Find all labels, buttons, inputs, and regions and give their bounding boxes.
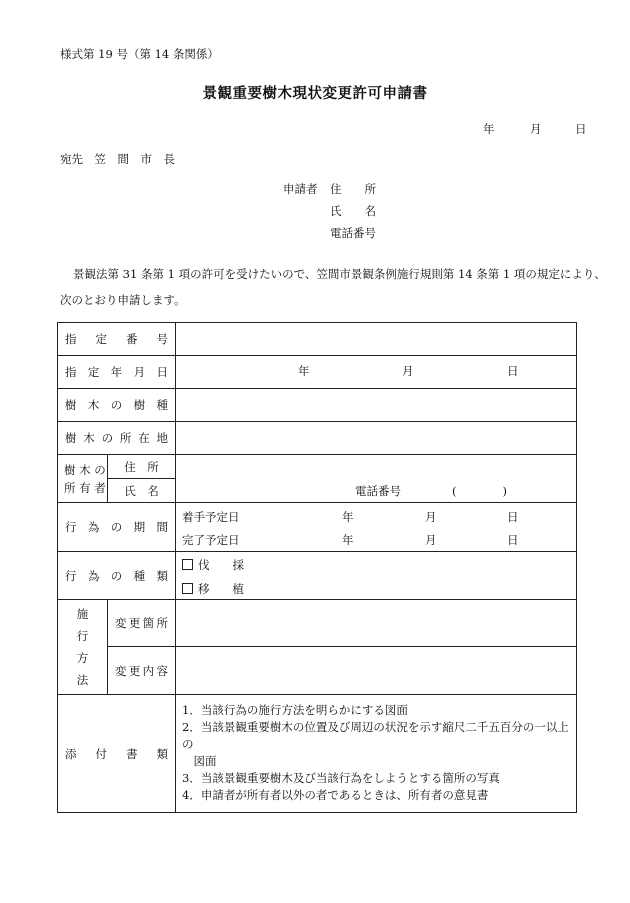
body-text-line-2: 次のとおり申請します。 <box>60 293 186 307</box>
tree-location-label: 樹木の所在地 <box>58 422 176 455</box>
designation-date-label: 指定年月日 <box>58 356 176 389</box>
owner-label-line-2: 所 有 者 <box>64 480 106 495</box>
start-date-month: 月 <box>425 510 437 524</box>
designation-number-field[interactable] <box>176 323 577 356</box>
owner-address-label: 住 所 <box>108 455 176 479</box>
row-change-location <box>58 600 577 647</box>
action-type-label: 行為の種類 <box>58 552 176 600</box>
applicant-name-label: 氏 名 <box>330 204 376 218</box>
applicant-address-label: 住 所 <box>330 182 376 196</box>
row-action-type <box>58 552 577 600</box>
addressee: 宛先 笠 間 市 長 <box>60 152 175 166</box>
action-period-field[interactable] <box>176 503 577 552</box>
method-char-2: 行 <box>76 629 89 643</box>
row-tree-location <box>58 422 577 455</box>
row-owner-address <box>58 455 577 479</box>
row-attachments <box>58 695 577 813</box>
owner-label-line-1: 樹 木 の <box>64 462 106 477</box>
owner-phone-parens: ( ) <box>452 483 507 498</box>
date-year-label: 年 <box>483 122 495 136</box>
row-designation-date <box>58 356 577 389</box>
attachment-item: 2．当該景観重要樹木の位置及び周辺の状況を示す縮尺二千五百分の一以上の <box>182 720 569 751</box>
owner-phone-label: 電話番号 <box>355 483 401 498</box>
owner-address-field[interactable] <box>176 455 577 479</box>
owner-label <box>58 455 108 503</box>
attachment-item: 図面 <box>182 754 217 768</box>
designation-number-label: 指定番号 <box>58 323 176 356</box>
applicant-phone-label: 電話番号 <box>330 226 376 240</box>
action-period-label: 行為の期間 <box>58 503 176 552</box>
end-date-day: 日 <box>507 533 519 547</box>
form-number: 様式第 19 号（第 14 条関係） <box>60 47 219 61</box>
application-table <box>57 322 577 813</box>
form-title: 景観重要樹木現状変更許可申請書 <box>202 85 428 102</box>
method-char-1: 施 <box>76 607 89 621</box>
tree-species-label: 樹木の樹種 <box>58 389 176 422</box>
designation-date-field[interactable] <box>176 356 577 389</box>
attachments-list <box>176 695 577 813</box>
end-date-label: 完了予定日 <box>182 533 240 547</box>
attachment-item: 4．申請者が所有者以外の者であるときは、所有者の意見書 <box>182 788 489 802</box>
designation-date-day: 日 <box>507 364 519 378</box>
felling-checkbox[interactable] <box>182 559 193 570</box>
attachment-item: 3．当該景観重要樹木及び当該行為をしようとする箇所の写真 <box>182 771 500 785</box>
designation-date-year: 年 <box>298 364 310 378</box>
start-date-year: 年 <box>342 510 354 524</box>
tree-location-field[interactable] <box>176 422 577 455</box>
date-day-label: 日 <box>575 122 587 136</box>
end-date-year: 年 <box>342 533 354 547</box>
transplant-checkbox[interactable] <box>182 583 193 594</box>
transplant-option[interactable] <box>182 581 244 597</box>
row-owner-name <box>58 479 577 503</box>
start-date-label: 着手予定日 <box>182 510 240 524</box>
row-change-content <box>58 647 577 695</box>
felling-label: 伐 採 <box>198 558 244 572</box>
method-char-3: 方 <box>76 651 89 665</box>
attachment-item: 1．当該行為の施行方法を明らかにする図面 <box>182 703 408 717</box>
method-label <box>58 600 108 695</box>
transplant-label: 移 植 <box>198 582 244 596</box>
date-month-label: 月 <box>530 122 542 136</box>
start-date-day: 日 <box>507 510 519 524</box>
method-char-4: 法 <box>76 673 89 687</box>
owner-name-label: 氏 名 <box>108 479 176 503</box>
row-designation-number <box>58 323 577 356</box>
owner-name-field[interactable] <box>176 479 577 503</box>
end-date-month: 月 <box>425 533 437 547</box>
change-content-field[interactable] <box>176 647 577 695</box>
felling-option[interactable] <box>182 557 244 573</box>
designation-date-month: 月 <box>402 364 414 378</box>
applicant-label: 申請者 <box>283 182 318 196</box>
row-tree-species <box>58 389 577 422</box>
change-location-field[interactable] <box>176 600 577 647</box>
row-action-period <box>58 503 577 552</box>
attachments-label: 添付書類 <box>58 695 176 813</box>
action-type-field <box>176 552 577 600</box>
change-location-label: 変更箇所 <box>108 600 176 647</box>
tree-species-field[interactable] <box>176 389 577 422</box>
body-text-line-1: 景観法第 31 条第 1 項の許可を受けたいので、笠間市景観条例施行規則第 14 条第 1 項の規定により、 <box>73 267 606 281</box>
change-content-label: 変更内容 <box>108 647 176 695</box>
